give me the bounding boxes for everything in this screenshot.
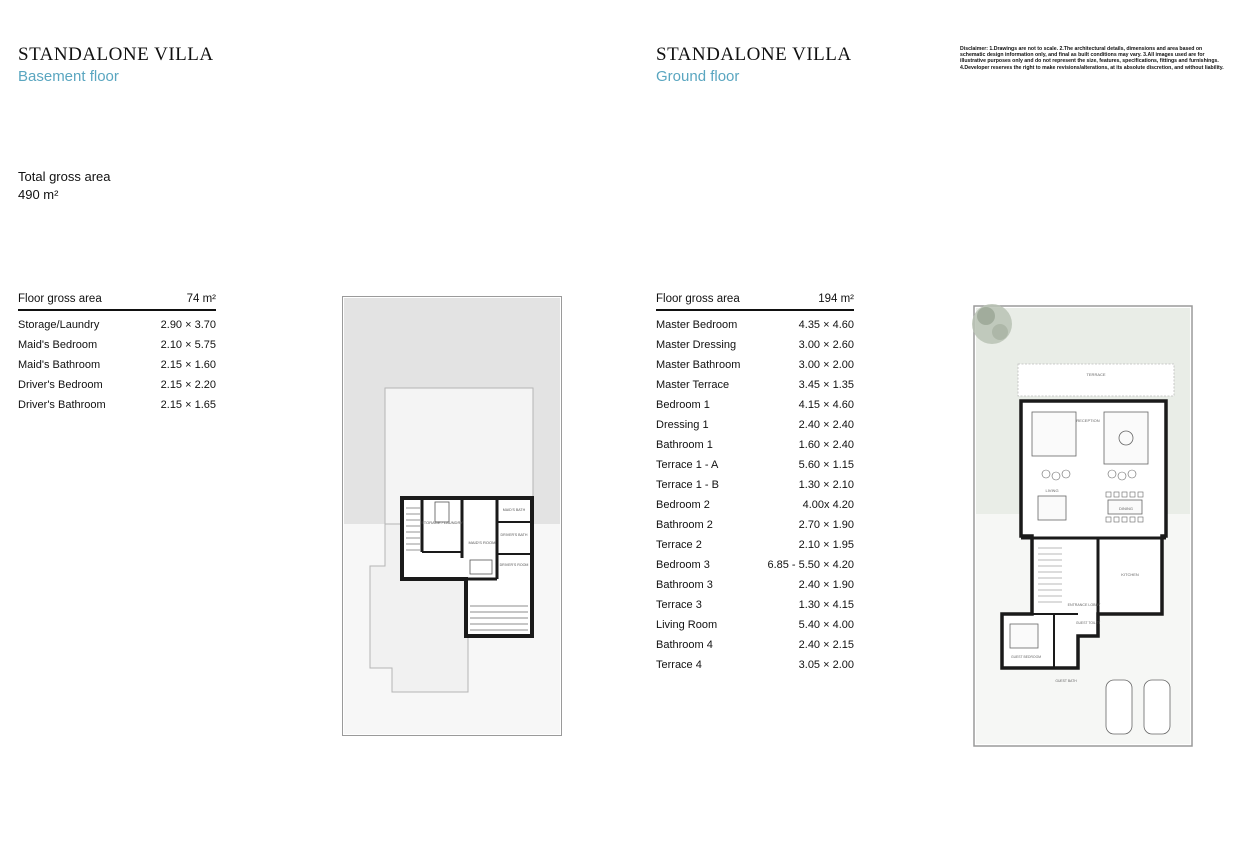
ground-floor-gross-area-value: 194 m² <box>818 293 854 305</box>
room-name: Terrace 3 <box>656 599 702 611</box>
room-dimensions: 5.40 × 4.00 <box>798 619 854 631</box>
room-name: Master Bathroom <box>656 359 741 371</box>
room-dimensions: 2.40 × 1.90 <box>798 579 854 591</box>
room-name: Bedroom 2 <box>656 499 710 511</box>
room-dimensions: 2.70 × 1.90 <box>798 519 854 531</box>
room-row <box>656 515 854 535</box>
plan-label-living: LIVING <box>1045 488 1059 493</box>
basement-table-header <box>18 293 216 311</box>
ground-area-table <box>656 293 854 675</box>
room-dimensions: 5.60 × 1.15 <box>798 459 854 471</box>
room-row <box>656 355 854 375</box>
room-name: Maid's Bathroom <box>18 359 101 371</box>
room-row <box>656 635 854 655</box>
room-row <box>656 495 854 515</box>
room-name: Terrace 1 - B <box>656 479 719 491</box>
room-dimensions: 3.00 × 2.60 <box>798 339 854 351</box>
room-name: Terrace 2 <box>656 539 702 551</box>
plan-label-kitchen: KITCHEN <box>1121 572 1139 577</box>
total-gross-area-value: 490 m² <box>18 187 59 202</box>
ground-subtitle: Ground floor <box>656 68 740 85</box>
room-dimensions: 2.15 × 2.20 <box>160 379 216 391</box>
plan-label-dining: DINING <box>1119 506 1133 511</box>
room-row <box>656 455 854 475</box>
room-row <box>18 355 216 375</box>
room-row <box>656 535 854 555</box>
room-dimensions: 2.10 × 5.75 <box>160 339 216 351</box>
room-row <box>656 375 854 395</box>
room-row <box>656 475 854 495</box>
room-name: Living Room <box>656 619 718 631</box>
basement-title: STANDALONE VILLA <box>18 44 214 65</box>
ground-title: STANDALONE VILLA <box>656 44 852 65</box>
plan-label-maids-room: MAID'S ROOM <box>468 540 496 545</box>
room-name: Master Bedroom <box>656 319 738 331</box>
plan-label-guest-bedroom: GUEST BEDROOM <box>1010 655 1042 659</box>
room-row <box>656 315 854 335</box>
room-name: Bathroom 3 <box>656 579 713 591</box>
room-name: Bedroom 3 <box>656 559 710 571</box>
tree-icon <box>972 304 1012 344</box>
disclaimer-text: Disclaimer: 1.Drawings are not to scale. 2.The architectural details, dimensions and area based on schematic design information only, and final as built conditions may vary. 3.All images used are for illustrative purposes only and do not represent the size, features, specifications, fittings and furnishings. 4.Developer reserves the right to make revisions/alterations, at its absolute discretion, and without liability. <box>960 46 1224 71</box>
room-row <box>656 395 854 415</box>
room-row <box>656 655 854 675</box>
basement-subtitle: Basement floor <box>18 68 119 85</box>
room-dimensions: 2.15 × 1.65 <box>160 399 216 411</box>
room-dimensions: 1.60 × 2.40 <box>798 439 854 451</box>
room-name: Maid's Bedroom <box>18 339 98 351</box>
plan-label-storage: STORAGE / LAUNDRY <box>421 520 463 525</box>
room-row <box>656 575 854 595</box>
room-dimensions: 4.15 × 4.60 <box>798 399 854 411</box>
room-dimensions: 3.45 × 1.35 <box>798 379 854 391</box>
floor-gross-area-value: 74 m² <box>186 293 216 305</box>
room-name: Storage/Laundry <box>18 319 100 331</box>
plan-label-entrance: ENTRANCE LOBBY <box>1067 603 1101 607</box>
room-dimensions: 3.00 × 2.00 <box>798 359 854 371</box>
room-name: Master Terrace <box>656 379 730 391</box>
room-name: Bathroom 1 <box>656 439 713 451</box>
room-row <box>656 595 854 615</box>
room-name: Dressing 1 <box>656 419 709 431</box>
room-row <box>18 335 216 355</box>
basement-area-table <box>18 293 216 415</box>
room-dimensions: 3.05 × 2.00 <box>798 659 854 671</box>
room-dimensions: 2.40 × 2.40 <box>798 419 854 431</box>
room-row <box>656 615 854 635</box>
total-gross-area-label: Total gross area <box>18 169 111 184</box>
floor-gross-area-label: Floor gross area <box>18 293 102 305</box>
room-name: Driver's Bathroom <box>18 399 106 411</box>
room-row <box>18 375 216 395</box>
room-dimensions: 2.90 × 3.70 <box>160 319 216 331</box>
room-name: Terrace 4 <box>656 659 702 671</box>
room-row <box>656 335 854 355</box>
plan-label-reception: RECEPTION <box>1076 418 1100 423</box>
room-dimensions: 2.40 × 2.15 <box>798 639 854 651</box>
plan-label-drivers-bath: DRIVER'S BATH <box>500 533 528 537</box>
room-row <box>18 315 216 335</box>
room-dimensions: 6.85 - 5.50 × 4.20 <box>767 559 854 571</box>
room-dimensions: 1.30 × 4.15 <box>798 599 854 611</box>
room-dimensions: 2.10 × 1.95 <box>798 539 854 551</box>
plan-label-guest-toilet: GUEST TOILET <box>1075 621 1101 625</box>
room-dimensions: 4.35 × 4.60 <box>798 319 854 331</box>
room-name: Bedroom 1 <box>656 399 710 411</box>
ground-floor-plan <box>966 296 1196 748</box>
room-name: Driver's Bedroom <box>18 379 103 391</box>
basement-floor-plan <box>342 296 562 736</box>
room-name: Bathroom 4 <box>656 639 713 651</box>
room-name: Bathroom 2 <box>656 519 713 531</box>
room-dimensions: 1.30 × 2.10 <box>798 479 854 491</box>
ground-floor-gross-area-label: Floor gross area <box>656 293 740 305</box>
plan-label-maids-bath: MAID'S BATH <box>502 508 526 512</box>
room-dimensions: 2.15 × 1.60 <box>160 359 216 371</box>
room-name: Terrace 1 - A <box>656 459 719 471</box>
room-row <box>656 435 854 455</box>
ground-table-header <box>656 293 854 311</box>
room-row <box>656 555 854 575</box>
plan-label-terrace: TERRACE <box>1086 372 1106 377</box>
room-row <box>18 395 216 415</box>
room-dimensions: 4.00x 4.20 <box>802 499 854 511</box>
plan-label-guest-bath: GUEST BATH <box>1055 679 1077 683</box>
room-name: Master Dressing <box>656 339 737 351</box>
plan-label-drivers-room: DRIVER'S ROOM <box>499 563 529 567</box>
room-row <box>656 415 854 435</box>
